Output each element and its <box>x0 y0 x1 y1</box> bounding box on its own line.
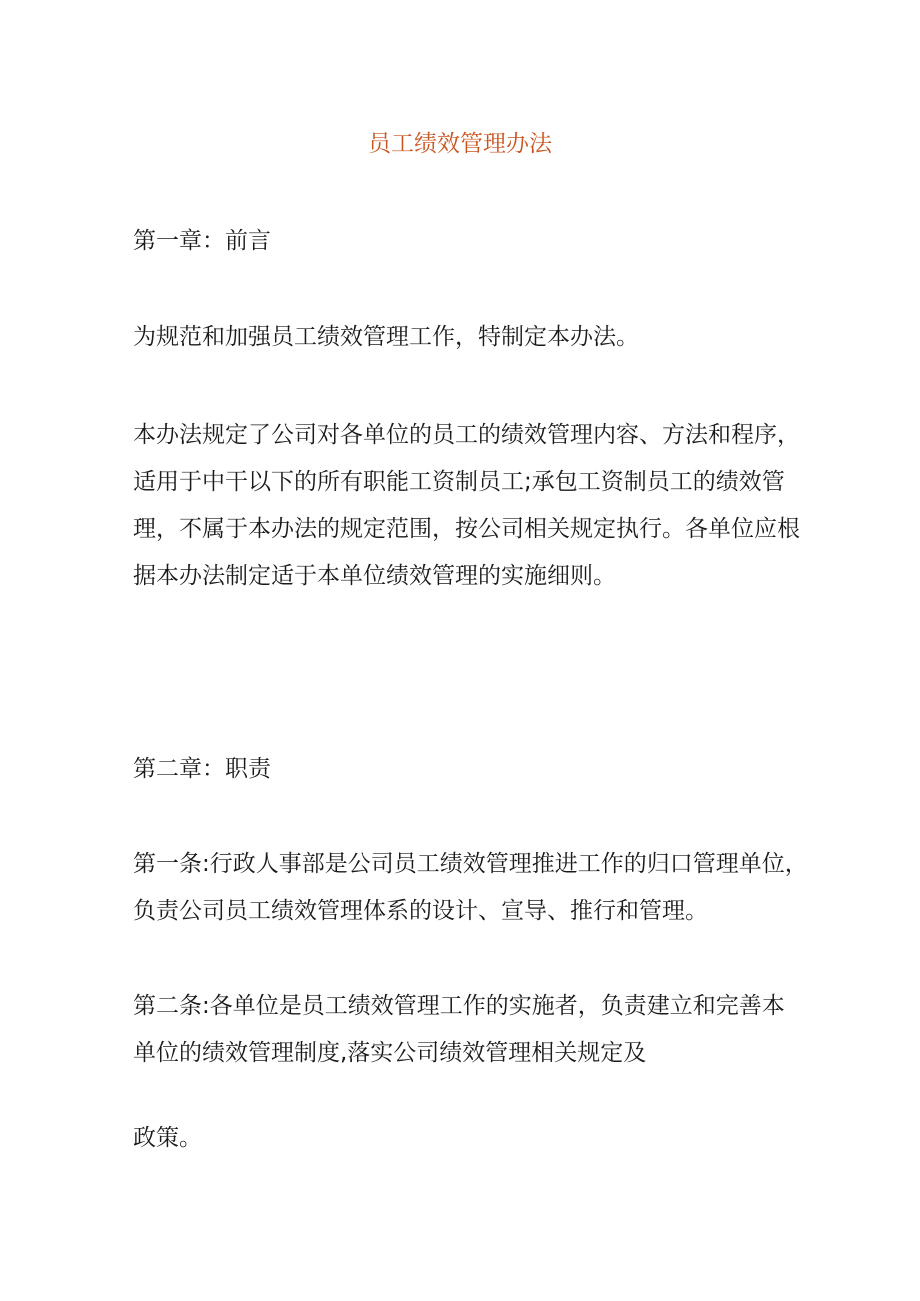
paragraph-line: 单位的绩效管理制度,落实公司绩效管理相关规定及 <box>133 1040 647 1066</box>
paragraph-line: 据本办法制定适于本单位绩效管理的实施细则。 <box>133 563 616 589</box>
chapter-2-article-2-tail: 政策。 <box>133 1125 202 1151</box>
chapter-2-article-2 <box>133 983 813 1077</box>
paragraph-line: 第一条:行政人事部是公司员工绩效管理推进工作的归口管理单位， <box>133 851 808 877</box>
chapter-1-paragraph-1: 为规范和加强员工绩效管理工作，特制定本办法。 <box>133 324 639 350</box>
paragraph-line: 适用于中干以下的所有职能工资制员工;承包工资制员工的绩效管 <box>133 469 785 495</box>
chapter-2-heading: 第二章：职责 <box>133 756 271 782</box>
document-title: 员工绩效管理办法 <box>368 131 552 157</box>
paragraph-line: 负责公司员工绩效管理体系的设计、宣导、推行和管理。 <box>133 898 708 924</box>
chapter-1-heading: 第一章：前言 <box>133 228 271 254</box>
chapter-2-article-1 <box>133 841 813 935</box>
paragraph-line: 理，不属于本办法的规定范围，按公司相关规定执行。各单位应根 <box>133 516 800 542</box>
paragraph-line: 本办法规定了公司对各单位的员工的绩效管理内容、方法和程序， <box>133 422 800 448</box>
chapter-1-paragraph-2 <box>133 412 813 600</box>
paragraph-line: 第二条:各单位是员工绩效管理工作的实施者，负责建立和完善本 <box>133 993 785 1019</box>
